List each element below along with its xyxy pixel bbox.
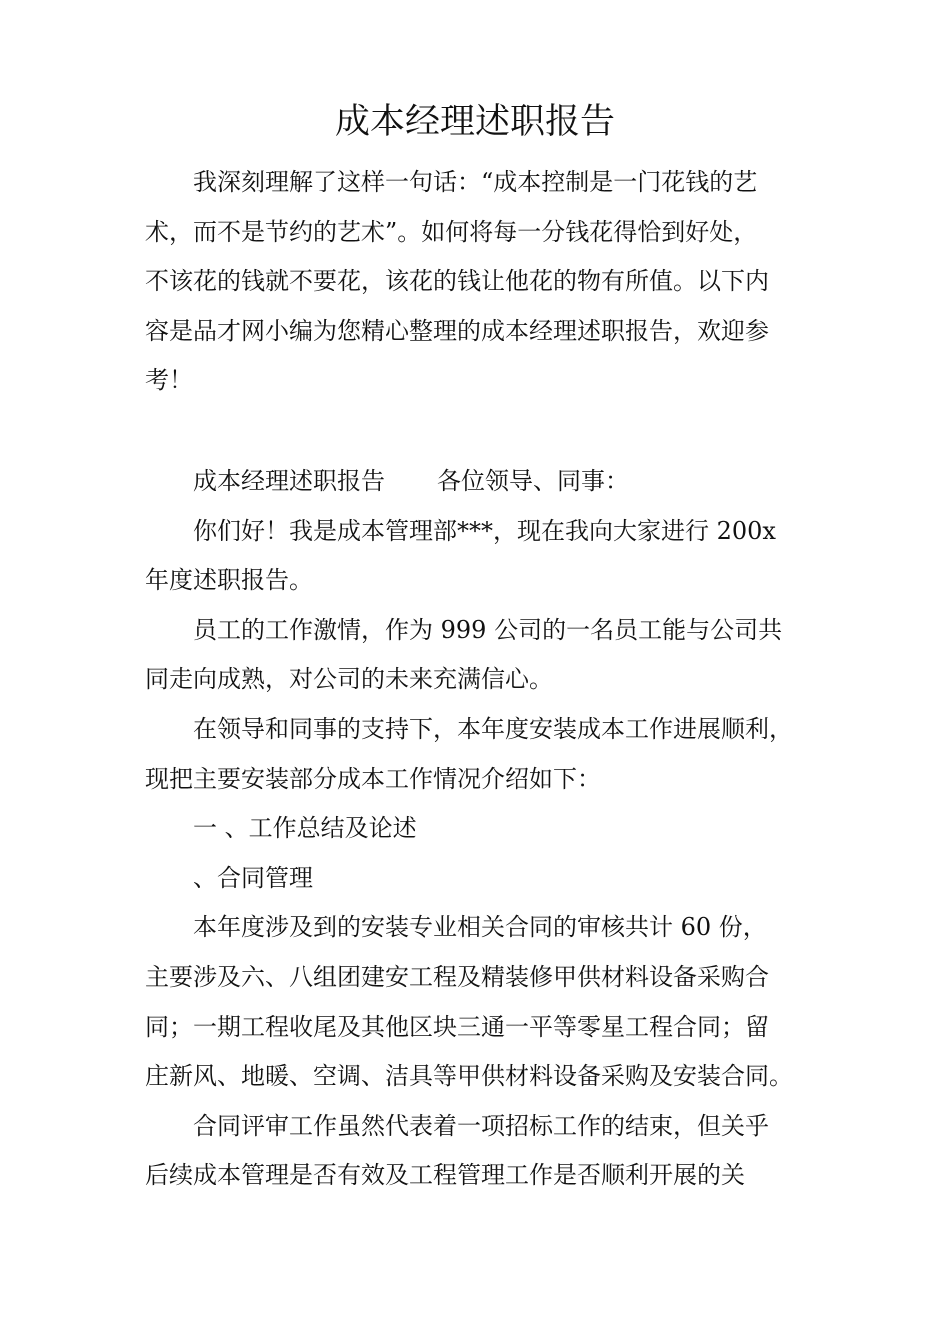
paragraph-line: 现把主要安装部分成本工作情况介绍如下： [145, 764, 601, 793]
intro-line: 术，而不是节约的艺术”。如何将每一分钱花得恰到好处， [145, 217, 758, 246]
intro-line: 不该花的钱就不要花，该花的钱让他花的物有所值。以下内 [145, 267, 769, 296]
document-title: 成本经理述职报告 [334, 102, 615, 142]
paragraph-line: 年度述职报告。 [145, 566, 313, 595]
intro-line: 我深刻理解了这样一句话：“成本控制是一门花钱的艺 [193, 168, 758, 196]
paragraph-line: 合同评审工作虽然代表着一项招标工作的结束，但关乎 [193, 1111, 769, 1140]
paragraph-line: 你们好！我是成本管理部***，现在我向大家进行 200x [193, 516, 776, 545]
paragraph-line: 员工的工作激情，作为 999 公司的一名员工能与公司共 [193, 615, 783, 644]
subheading-line: 一 、工作总结及论述 [193, 814, 417, 843]
heading-left: 成本经理述职报告 [193, 466, 385, 495]
paragraph-line: 庄新风、地暖、空调、洁具等甲供材料设备采购及安装合同。 [145, 1062, 793, 1091]
heading-right: 各位领导、同事： [437, 466, 629, 495]
document-body [145, 158, 825, 1201]
paragraph-line: 后续成本管理是否有效及工程管理工作是否顺利开展的关 [145, 1161, 745, 1190]
section-heading [145, 457, 825, 507]
paragraph-line: 在领导和同事的支持下，本年度安装成本工作进展顺利， [193, 714, 793, 743]
blank-line [145, 406, 825, 457]
paragraph-line: 本年度涉及到的安装专业相关合同的审核共计 60 份， [193, 913, 767, 942]
intro-line: 考！ [145, 366, 193, 395]
paragraph-line: 同；一期工程收尾及其他区块三通一平等零星工程合同；留 [145, 1012, 769, 1041]
paragraph-line: 同走向成熟，对公司的未来充满信心。 [145, 665, 553, 694]
paragraph-line: 主要涉及六、八组团建安工程及精装修甲供材料设备采购合 [145, 962, 769, 991]
intro-line: 容是品才网小编为您精心整理的成本经理述职报告，欢迎参 [145, 316, 769, 345]
subheading-line: 、合同管理 [193, 863, 313, 892]
